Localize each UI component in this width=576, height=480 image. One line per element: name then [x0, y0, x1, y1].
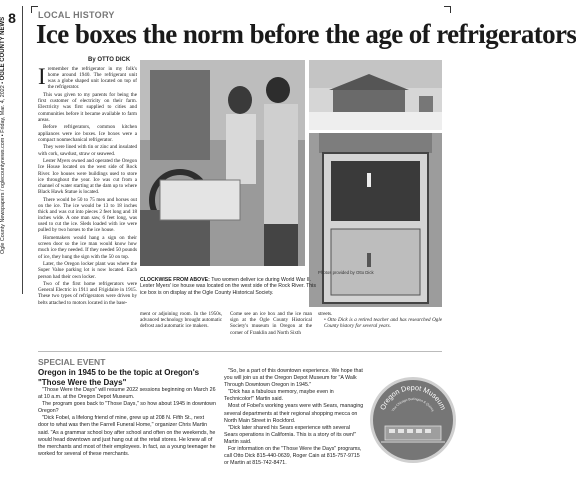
page-number: 8	[8, 10, 16, 26]
paragraph: Two of the first home refrigerators were General Electric in 1911 and Frigidaire in 1915. These two types of refrigerators were driven by belts attached to motors located in the base-	[38, 281, 137, 306]
crop-mark	[444, 6, 451, 13]
article-column-4	[318, 311, 442, 330]
sidebar-paper-name: OGLE COUNTY NEWS	[0, 16, 6, 81]
drop-cap: I	[38, 64, 46, 89]
sidebar-site: oglecountynews.com	[0, 137, 6, 189]
paragraph: Later, the Oregon locker plant was where the Super Value parking lot is now located. Each person had their own locker.	[38, 261, 137, 280]
crop-mark	[31, 6, 38, 13]
byline: By OTTO DICK	[88, 57, 131, 63]
photo-credit: Photos provided by Otto Dick	[318, 270, 374, 275]
event-column-1	[38, 387, 216, 458]
headline: Ice boxes the norm before the age of refrigerators	[36, 19, 576, 49]
photo-ice-house	[309, 60, 442, 130]
paragraph: There would be 50 to 75 men and horses out on the ice. The ice would be 13 to 18 inches thick and was cut into pieces 2 feet long and 18 inches wide. A one man saw, 6 feet long, was used to cut the ice. Sleds loaded with ice were pulled by two horses to the ice house.	[38, 196, 137, 234]
paragraph: "Dick has a fabulous memory, maybe even in Technicolor!" Martin said.	[224, 389, 334, 403]
article-column-2: ment or adjoining room. In the 1950s, advanced technology brought automatic defrost and automatic ice makers.	[140, 311, 222, 330]
paragraph: "So, be a part of this downtown experience. We hope that you will join us at the Oregon Depot Museum for "A Walk Through Downtown Oregon in 1945."	[224, 368, 363, 389]
paragraph: They were lined with tin or zinc and insulated with cork, sawdust, straw or seaweed.	[38, 144, 137, 157]
section-divider	[38, 351, 442, 352]
paragraph: Most of Fobel's working years were with Sears, managing several departments at their regional shopping mecca on North Main Street in Rockford.	[224, 403, 364, 424]
caption-text: Two women deliver ice during World War II. Lester Myers' ice house was located on the west side of the Rock River. This ice box is on display at the Ogle County Historical Society.	[140, 277, 316, 296]
article-column-3: Come see an ice box and the ice man sign at the Ogle County Historical Society's museum in Oregon at the corner of Franklin and North Sixth	[230, 311, 312, 336]
caption-lead: CLOCKWISE FROM ABOVE:	[140, 277, 210, 283]
paragraph: The program goes back to "Those Days," so how about 1945 in downtown Oregon?	[38, 401, 216, 415]
badge-subtitle: The Chicago Burlington & Quincy	[390, 396, 436, 413]
svg-text:The Chicago Burlington & Quinc	[391, 397, 435, 413]
sidebar-date: Friday, Mar. 4, 2022	[0, 85, 6, 133]
paragraph: This was given to my parents for being the first customer of electricity on their farm. Electricity was first supplied to cities and communities before it became available to farm areas.	[38, 92, 137, 123]
paragraph: Homemakers would hang a sign on their screen door so the ice man would know how much ice they needed. If they needed 50 pounds of ice, they hung the sign with the 50 on top.	[38, 235, 137, 260]
badge-title: Oregon Depot Museum	[378, 382, 448, 412]
paragraph: Lester Myers owned and operated the Oregon Ice House located on the west side of Rock River. Ice houses were buildings used to store ice throughout the year. Ice was cut from a channel of water starting at the dam up to where Black Hawk Statue is located.	[38, 158, 137, 195]
paragraph: For information on the "Those Were the Days" programs, call Otto Dick 815-440-0639, Roger Cain at 815-757-9715 or Martin at 815-742-8471.	[224, 446, 362, 467]
article-column-1	[38, 66, 137, 307]
paragraph: Before refrigerators, common kitchen appliances were ice boxes. Ice boxes were a compact nonmechanical refrigerator.	[38, 124, 137, 143]
event-column-2	[224, 368, 364, 467]
article-end: streets.	[318, 311, 333, 317]
page-sidebar	[0, 4, 20, 474]
section-label-special-event: SPECIAL EVENT	[38, 357, 106, 367]
event-headline: Oregon in 1945 to be the topic at Oregon's "Those Were the Days"	[38, 368, 200, 387]
photo-caption	[140, 277, 318, 296]
author-note: • Otto Dick is a retired teacher and has researched Ogle County history for several years.	[324, 317, 442, 330]
paragraph: "Dick later shared his Sears experience with several Sears operations in California. This is a story of its own!" Martin said.	[224, 424, 357, 445]
paragraph: "Those Were the Days" will resume 2022 sessions beginning on March 26 at 10 a.m. at the Oregon Depot Museum.	[38, 387, 216, 401]
paragraph: remember the refrigerator in my folk's home around 1940. The refrigerant unit was a globe shaped unit located on top of the refrigerator.	[47, 66, 137, 91]
sidebar-dateline: Ogle County Newspapers / oglecountynews.com • Friday, Mar. 4, 2022 • OGLE COUNTY NEWS	[0, 16, 6, 254]
sidebar-publisher: Ogle County Newspapers	[0, 192, 6, 254]
sidebar-divider	[22, 6, 23, 294]
paragraph: "Dick Fobel, a lifelong friend of mine, grew up at 208 N. Fifth St., next door to what was then the Farrell Funeral Home," organizer Chris Martin said. "As a grammar school boy after school and often on the weekends, he would head downtown and just hang out at the retail stores. He knew all of the merchants and most of their employees. In fact, as a young teenager he worked for several of these merchants.	[38, 415, 216, 457]
photo-women-delivering-ice	[140, 60, 305, 266]
section-label: LOCAL HISTORY	[38, 10, 115, 20]
oregon-depot-museum-logo	[370, 377, 456, 463]
photo-ice-box	[309, 133, 442, 307]
